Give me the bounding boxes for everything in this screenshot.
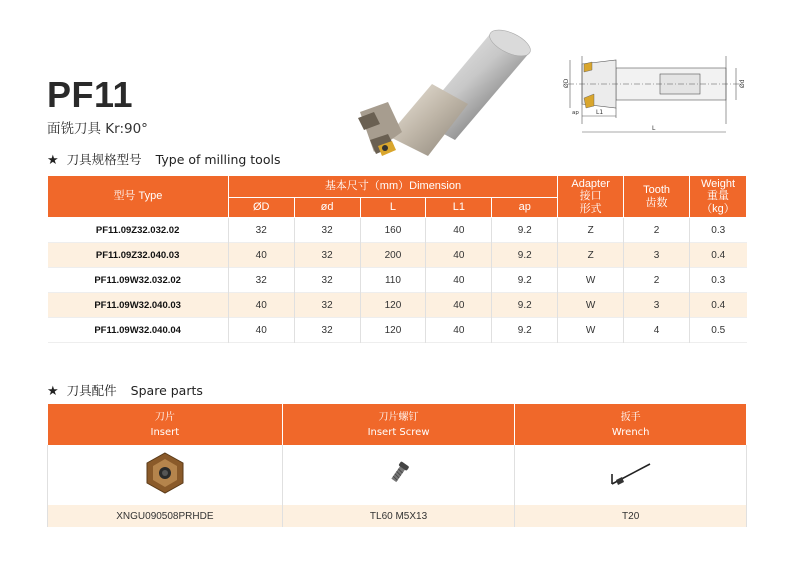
ap-label: ap [572, 110, 579, 116]
screw-icon [384, 458, 414, 488]
spare-parts-table [47, 404, 747, 527]
od-label: ØD [563, 78, 570, 88]
wrench-image-cell [515, 445, 747, 505]
l1-label: L1 [596, 109, 604, 116]
l-label: L [652, 125, 656, 132]
wrench-part-number: T20 [515, 505, 747, 527]
product-title: PF11 [47, 74, 134, 115]
screw-part-number: TL60 M5X13 [282, 505, 515, 527]
wrench-icon [608, 458, 654, 488]
section-types-en: Type of milling tools [155, 152, 281, 167]
table-row: PF11.09W32.040.03 40 32 120 40 9.2 W 3 0.4 [48, 293, 747, 318]
section-types-zh: 刀具规格型号 [66, 152, 142, 167]
insert-part-number: XNGU090508PRHDE [48, 505, 283, 527]
header-weight: Weight 重量 （kg） [690, 176, 747, 218]
spec-table [47, 175, 747, 343]
star-icon: ★ [47, 384, 59, 399]
product-subtitle: 面铣刀具 Kr:90° [47, 121, 148, 137]
header-tooth: Tooth 齿数 [624, 176, 690, 218]
header-type: 型号 Type [48, 176, 229, 218]
tool-technical-drawing [560, 38, 750, 150]
table-row: PF11.09Z32.040.03 40 32 200 40 9.2 Z 3 0.4 [48, 243, 747, 268]
section-parts-zh: 刀具配件 [66, 383, 117, 398]
milling-tool-photo [340, 22, 550, 170]
header-l: L [360, 198, 426, 218]
section-types-heading [47, 150, 280, 168]
insert-icon [143, 451, 187, 495]
table-row: PF11.09W32.032.02 32 32 110 40 9.2 W 2 0.3 [48, 268, 747, 293]
star-icon: ★ [47, 153, 59, 168]
insert-image-cell [48, 445, 283, 505]
table-row: PF11.09Z32.032.02 32 32 160 40 9.2 Z 2 0.3 [48, 218, 747, 243]
section-parts-en: Spare parts [130, 383, 203, 398]
screw-image-cell [282, 445, 515, 505]
header-dimension: 基本尺寸（mm）Dimension [228, 176, 557, 198]
d-label: Ød [739, 79, 746, 88]
header-l1: L1 [426, 198, 492, 218]
header-od: ØD [228, 198, 294, 218]
header-d: ød [294, 198, 360, 218]
header-adapter: Adapter 接口 形式 [558, 176, 624, 218]
header-ap: ap [492, 198, 558, 218]
parts-header-wrench: 扳手 Wrench [515, 404, 747, 445]
parts-header-insert: 刀片 Insert [48, 404, 283, 445]
parts-header-screw: 刀片螺钉 Insert Screw [282, 404, 515, 445]
section-parts-heading [47, 381, 203, 399]
table-row: PF11.09W32.040.04 40 32 120 40 9.2 W 4 0.5 [48, 318, 747, 343]
